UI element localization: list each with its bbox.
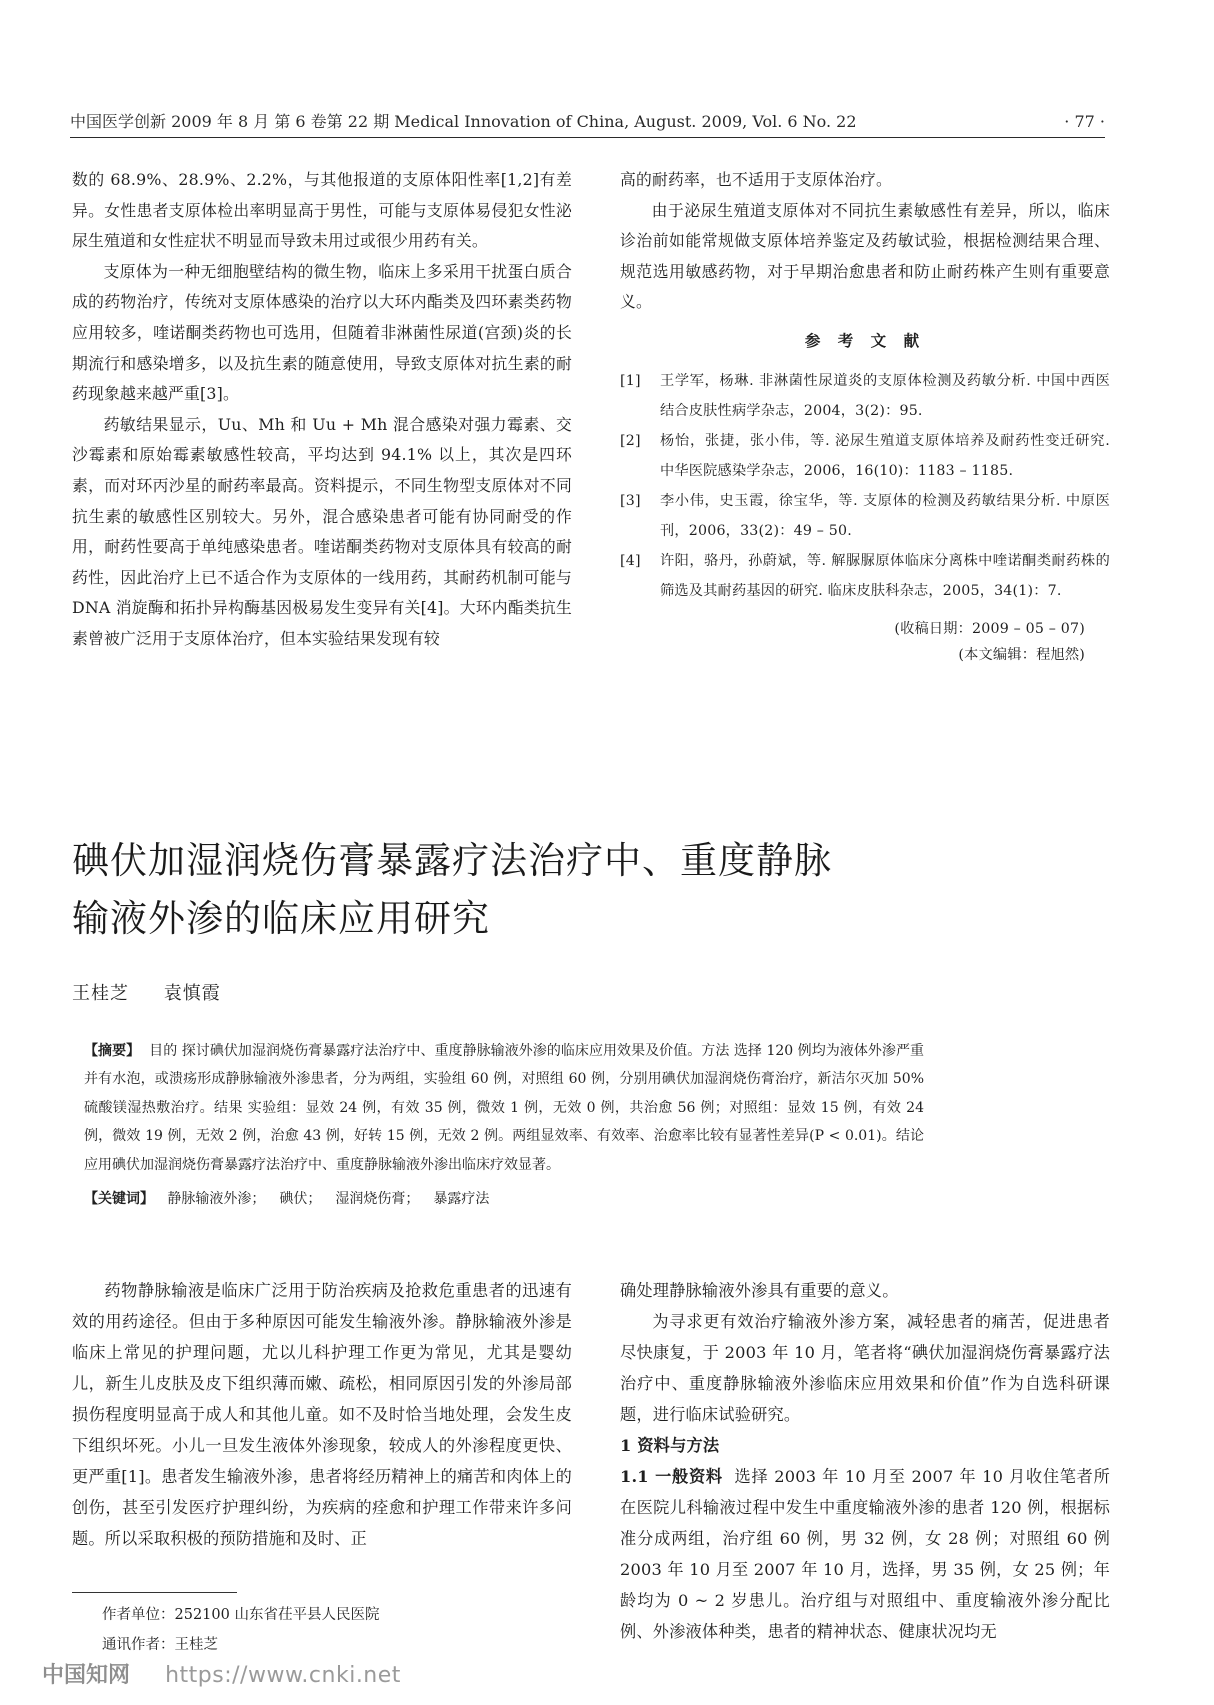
paragraph: 药敏结果显示，Uu、Mh 和 Uu + Mh 混合感染对强力霉素、交沙霉素和原始霉素敏感性较高，平均达到 94.1% 以上，其次是四环素，而对环丙沙星的耐药率最高。资料提示，不同生物型支原体对不同抗生素的敏感性区别较大。另外，混合感染患者可能有协同耐受的作用，耐药性要高于单纯感染患者。喹诺酮类药物对支原体具有较高的耐药性，因此治疗上已不适合作为支原体的一线用药，其耐药机制可能与 DNA 消旋酶和拓扑异构酶基因极易发生变异有关[4]。大环内酯类抗生素曾被广泛用于支原体治疗，但本实验结果发现有较	[72, 414, 572, 648]
footnotes	[102, 1600, 379, 1660]
abstract-block	[84, 1037, 924, 1213]
author-name: 王桂芝	[72, 983, 129, 1004]
prev-article-left-column	[72, 165, 572, 655]
paragraph: 高的耐药率，也不适用于支原体治疗。	[620, 170, 892, 189]
header-rule	[70, 137, 1105, 138]
reference-number: [1]	[620, 372, 641, 389]
paragraph: 由于泌尿生殖道支原体对不同抗生素敏感性有差异，所以，临床诊治前如能常规做支原体培养鉴定及药敏试验，根据检测结果合理、规范选用敏感药物，对于早期治愈患者和防止耐药株产生则有重要意义。	[620, 200, 1110, 312]
reference-number: [2]	[620, 432, 641, 449]
reference-text: 许阳，骆丹，孙蔚斌，等. 解脲脲原体临床分离株中喹诺酮类耐药株的筛选及其耐药基因的研究. 临床皮肤科杂志，2005，34(1)：7.	[660, 552, 1110, 599]
keyword: 静脉输液外渗；	[167, 1191, 266, 1208]
reference-number: [4]	[620, 552, 641, 569]
article-title	[72, 832, 1022, 948]
cnki-watermark	[42, 1658, 401, 1694]
paragraph	[620, 1461, 1110, 1647]
editor-note: (本文编辑：程旭然)	[958, 646, 1085, 663]
reference-item	[620, 426, 1110, 486]
subsection-heading: 1.1 一般资料	[620, 1467, 723, 1486]
reference-text: 李小伟，史玉霞，徐宝华，等. 支原体的检测及药敏结果分析. 中原医刊，2006，33(2)：49 – 50.	[660, 492, 1110, 539]
article-title-line: 碘伏加湿润烧伤膏暴露疗法治疗中、重度静脉	[72, 839, 832, 882]
section-heading: 1 资料与方法	[620, 1436, 720, 1455]
author-affiliation: 作者单位：252100 山东省茌平县人民医院	[102, 1607, 380, 1623]
keyword: 湿润烧伤膏；	[335, 1191, 420, 1208]
prev-article-right-column	[620, 165, 1110, 668]
abstract-text: 目的 探讨碘伏加湿润烧伤膏暴露疗法治疗中、重度静脉输液外渗的临床应用效果及价值。方法 选择 120 例均为液体外渗严重并有水泡，或溃疡形成静脉输液外渗患者，分为两组，实验组 60 例，对照组 60 例，分别用碘伏加湿润烧伤膏治疗，新洁尔灭加 50% 硫酸镁湿热敷治疗。结果 实验组：显效 24 例，有效 35 例，微效 1 例，无效 0 例，共治愈 56 例；对照组：显效 15 例，有效 24 例，微效 19 例，无效 2 例，治愈 43 例，好转 15 例，无效 2 例。两组显效率、有效率、治愈率比较有显著性差异(P < 0.01)。结论 应用碘伏加湿润烧伤膏暴露疗法治疗中、重度静脉输液外渗出临床疗效显著。	[84, 1043, 925, 1173]
watermark-brand: 中国知网	[42, 1663, 131, 1688]
reference-number: [3]	[620, 492, 641, 509]
reference-item	[620, 486, 1110, 546]
article-body-left-column	[72, 1275, 572, 1554]
reference-item	[620, 546, 1110, 606]
paragraph: 确处理静脉输液外渗具有重要的意义。	[620, 1281, 899, 1300]
author-name: 袁慎霞	[163, 983, 221, 1004]
paragraph: 数的 68.9%、28.9%、2.2%，与其他报道的支原体阳性率[1,2]有差异。女性患者支原体检出率明显高于男性，可能与支原体易侵犯女性泌尿生殖道和女性症状不明显而导致未用过或很少用药有关。	[72, 170, 572, 251]
paragraph: 支原体为一种无细胞壁结构的微生物，临床上多采用干扰蛋白质合成的药物治疗，传统对支原体感染的治疗以大环内酯类及四环素类药物应用较多，喹诺酮类药物也可选用，但随着非淋菌性尿道(宫颈)炎的长期流行和感染增多，以及抗生素的随意使用，导致支原体对抗生素的耐药现象越来越严重[3]。	[72, 261, 572, 404]
footnote-rule	[72, 1592, 237, 1593]
paragraph: 为寻求更有效治疗输液外渗方案，减轻患者的痛苦，促进患者尽快康复，于 2003 年 10 月，笔者将“碘伏加湿润烧伤膏暴露疗法治疗中、重度静脉输液外渗临床应用效果和价值”作为自选科研课题，进行临床试验研究。	[620, 1312, 1110, 1424]
keywords-label: 【关键词】	[84, 1191, 154, 1208]
page-number: · 77 ·	[1064, 112, 1105, 131]
reference-text: 王学军，杨琳. 非淋菌性尿道炎的支原体检测及药敏分析. 中国中西医结合皮肤性病学杂志，2004，3(2)：95.	[660, 372, 1110, 419]
article-body-right-column	[620, 1275, 1110, 1647]
keywords	[84, 1185, 924, 1213]
references-title: 参 考 文 献	[804, 330, 926, 350]
article-title-line: 输液外渗的临床应用研究	[72, 897, 490, 940]
author-list	[72, 980, 249, 1008]
keyword: 暴露疗法	[433, 1191, 490, 1208]
keyword: 碘伏；	[279, 1191, 322, 1208]
abstract-label: 【摘要】	[84, 1043, 141, 1059]
journal-info: 中国医学创新 2009 年 8 月 第 6 卷第 22 期 Medical Innovation of China, August. 2009, Vol. 6 No. 22	[70, 112, 857, 131]
subsection-text: 选择 2003 年 10 月至 2007 年 10 月收住笔者所在医院儿科输液过程中发生中重度输液外渗的患者 120 例，根据标准分成两组，治疗组 60 例，男 32 例，女 28 例；对照组 60 例 2003 年 10 月至 2007 年 10 月，选择，男 35 例，女 25 例；年龄均为 0 ~ 2 岁患儿。治疗组与对照组中、重度输液外渗分配比例、外渗液体种类，患者的精神状态、健康状况均无	[620, 1467, 1110, 1641]
paragraph: 药物静脉输液是临床广泛用于防治疾病及抢救危重患者的迅速有效的用药途径。但由于多种原因可能发生输液外渗。静脉输液外渗是临床上常见的护理问题，尤以儿科护理工作更为常见，尤其是婴幼儿，新生儿皮肤及皮下组织薄而嫩、疏松，相同原因引发的外渗局部损伤程度明显高于成人和其他儿童。如不及时恰当地处理，会发生皮下组织坏死。小儿一旦发生液体外渗现象，较成人的外渗程度更快、更严重[1]。患者发生输液外渗，患者将经历精神上的痛苦和肉体上的创伤，甚至引发医疗护理纠纷，为疾病的痊愈和护理工作带来许多问题。所以采取积极的预防措施和及时、正	[72, 1281, 572, 1548]
corresponding-author: 通讯作者：王桂芝	[102, 1637, 218, 1653]
watermark-url: https://www.cnki.net	[165, 1663, 401, 1688]
received-date: (收稿日期：2009 – 05 – 07)	[894, 620, 1085, 637]
reference-text: 杨怡，张捷，张小伟，等. 泌尿生殖道支原体培养及耐药性变迁研究. 中华医院感染学杂志，2006，16(10)：1183 – 1185.	[660, 432, 1110, 479]
running-header	[70, 109, 1105, 135]
reference-list	[620, 366, 1110, 606]
reference-item	[620, 366, 1110, 426]
abstract	[84, 1037, 924, 1179]
